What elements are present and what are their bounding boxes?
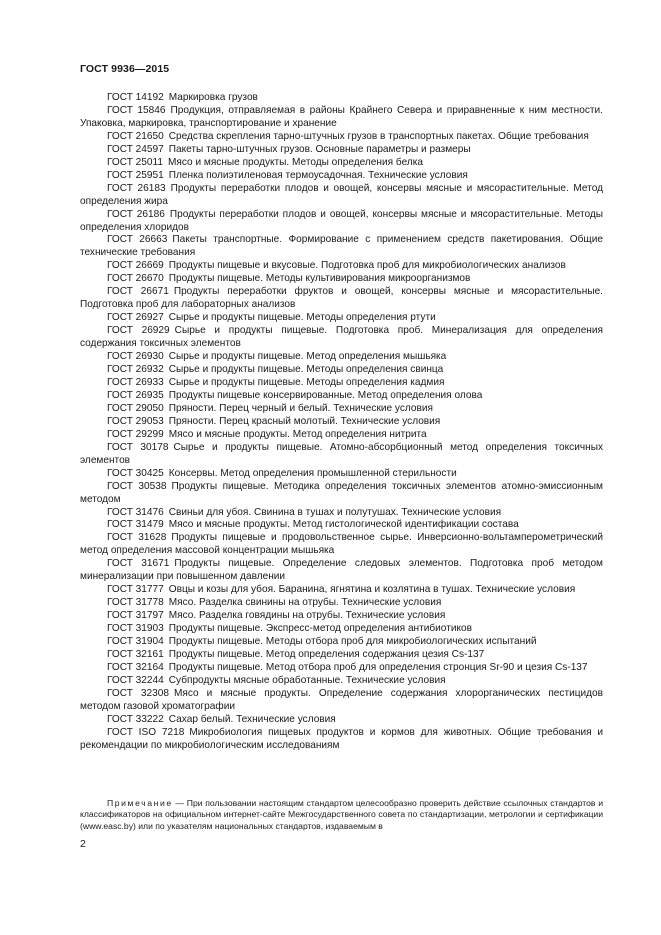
reference-code: ГОСТ 29053 (107, 415, 164, 427)
reference-entry (80, 260, 603, 273)
reference-entry (80, 442, 603, 468)
reference-entry (80, 688, 603, 714)
reference-title: Пряности. Перец черный и белый. Технические условия (168, 402, 434, 414)
reference-title: Мясо. Разделка говядины на отрубы. Технические условия (168, 610, 446, 622)
reference-entry (80, 429, 603, 442)
reference-title: Сырье и продукты пищевые. Методы определения кадмия (168, 376, 445, 388)
reference-entry (80, 675, 603, 688)
reference-code: ГОСТ 26929 (107, 325, 170, 337)
reference-entry (80, 416, 603, 429)
reference-title: Продукты пищевые консервированные. Метод определения олова (168, 389, 483, 401)
reference-entry (80, 312, 603, 325)
reference-entry (80, 351, 603, 364)
reference-code: ГОСТ 25011 (107, 156, 163, 168)
reference-title: Овцы и козы для убоя. Баранина, ягнятина и козлятина в тушах. Технические условия (168, 584, 576, 596)
reference-entry (80, 273, 603, 286)
reference-code: ГОСТ 32244 (107, 674, 164, 686)
reference-code: ГОСТ 30538 (107, 480, 167, 492)
reference-code: ГОСТ ISO 7218 (107, 726, 185, 738)
reference-entry (80, 403, 603, 416)
reference-title: Продукты переработки плодов и овощей, консервы мясные и мясорастительные. Методы определения хлоридов (80, 208, 604, 233)
reference-entry (80, 481, 603, 507)
reference-code: ГОСТ 26935 (107, 389, 164, 401)
reference-title: Пакеты транспортные. Формирование с применением средств пакетирования. Общие технические требования (80, 234, 603, 259)
reference-code: ГОСТ 29050 (107, 402, 164, 414)
reference-title: Маркировка грузов (168, 92, 258, 103)
reference-title: Сырье и продукты пищевые. Методы определения свинца (168, 364, 444, 376)
reference-entry (80, 144, 603, 157)
reference-entry (80, 286, 603, 312)
reference-entry (80, 92, 603, 105)
reference-title: Продукты пищевые. Методы отбора проб для микробиологических испытаний (168, 636, 537, 648)
reference-title: Сырье и продукты пищевые. Подготовка проб. Минерализация для определения содержания токсичных элементов (80, 325, 603, 350)
page-header-title: ГОСТ 9936—2015 (80, 63, 170, 75)
reference-entry (80, 105, 603, 131)
reference-title: Мясо и мясные продукты. Метод определения нитрита (168, 428, 427, 440)
reference-code: ГОСТ 25951 (107, 169, 164, 181)
reference-entry (80, 597, 603, 610)
reference-code: ГОСТ 21650 (107, 130, 164, 142)
reference-title: Мясо и мясные продукты. Методы определения белка (168, 156, 423, 168)
reference-code: ГОСТ 31777 (107, 584, 164, 596)
reference-entry (80, 623, 603, 636)
reference-title: Сырье и продукты пищевые. Методы определения ртути (168, 312, 436, 324)
reference-entry (80, 714, 603, 727)
reference-code: ГОСТ 26930 (107, 351, 164, 363)
reference-title: Микробиология пищевых продуктов и кормов для животных. Общие требования и рекомендации по микробиологическим исследованиям (80, 726, 604, 751)
reference-entry (80, 610, 603, 623)
reference-code: ГОСТ 26186 (107, 208, 165, 220)
reference-code: ГОСТ 31778 (107, 597, 164, 609)
note-label: Примечание (107, 798, 173, 808)
normative-references-list (80, 92, 603, 753)
reference-code: ГОСТ 32161 (107, 648, 164, 660)
reference-title: Продукция, отправляемая в районы Крайнего Севера и приравненные к ним местности. Упаковка, маркировка, транспортирование и хранение (80, 104, 603, 129)
reference-code: ГОСТ 26932 (107, 364, 164, 376)
reference-title: Продукты пищевые. Метод отбора проб для определения стронция Sr-90 и цезия Cs-137 (168, 661, 588, 673)
reference-title: Продукты пищевые и вкусовые. Подготовка проб для микробиологических анализов (168, 260, 566, 272)
reference-title: Средства скрепления тарно-штучных грузов в транспортных пакетах. Общие требования (168, 130, 589, 142)
reference-code: ГОСТ 33222 (107, 713, 164, 725)
reference-entry (80, 183, 603, 209)
reference-code: ГОСТ 30178 (107, 441, 169, 453)
reference-entry (80, 325, 603, 351)
reference-entry (80, 377, 603, 390)
reference-code: ГОСТ 29299 (107, 428, 164, 440)
reference-title: Пленка полиэтиленовая термоусадочная. Технические условия (168, 169, 468, 181)
reference-entry (80, 131, 603, 144)
reference-entry (80, 364, 603, 377)
reference-entry (80, 662, 603, 675)
reference-entry (80, 649, 603, 662)
reference-title: Продукты пищевые. Методика определения токсичных элементов атомно-эмиссионным методом (80, 480, 603, 505)
reference-code: ГОСТ 31479 (107, 519, 164, 531)
reference-entry (80, 157, 603, 170)
reference-code: ГОСТ 31904 (107, 636, 164, 648)
reference-code: ГОСТ 26927 (107, 312, 164, 324)
reference-entry (80, 727, 603, 753)
reference-title: Сахар белый. Технические условия (168, 713, 336, 725)
reference-code: ГОСТ 26669 (107, 260, 164, 272)
reference-entry (80, 532, 603, 558)
reference-title: Продукты переработки плодов и овощей, консервы мясные и мясорастительные. Метод определения жира (80, 182, 603, 207)
reference-entry (80, 170, 603, 183)
reference-title: Мясо и мясные продукты. Метод гистологической идентификации состава (168, 519, 519, 531)
reference-code: ГОСТ 26671 (107, 286, 169, 298)
reference-entry (80, 584, 603, 597)
reference-code: ГОСТ 31671 (107, 558, 170, 570)
page-number: 2 (80, 838, 86, 850)
reference-entry (80, 519, 603, 532)
reference-code: ГОСТ 31797 (107, 610, 164, 622)
reference-title: Продукты пищевые и продовольственное сырье. Инверсионно-вольтамперометрический метод определения массовой концентрации мышьяка (80, 532, 603, 557)
reference-title: Мясо. Разделка свинины на отрубы. Технические условия (168, 597, 442, 609)
reference-title: Сырье и продукты пищевые. Атомно-абсорбционный метод определения токсичных элементов (80, 441, 603, 466)
reference-title: Субпродукты мясные обработанные. Технические условия (168, 674, 446, 686)
note-paragraph (80, 798, 603, 832)
reference-entry (80, 507, 603, 520)
reference-code: ГОСТ 24597 (107, 143, 164, 155)
reference-entry (80, 636, 603, 649)
reference-code: ГОСТ 26663 (107, 234, 168, 246)
reference-title: Мясо и мясные продукты. Определение содержания хлорорганических пестицидов методом газовой хроматографии (80, 687, 603, 712)
reference-code: ГОСТ 31476 (107, 506, 164, 518)
note-text: — При пользовании настоящим стандартом целесообразно проверить действие ссылочных стандартов и классификаторов на официальном интернет-сайте Межгосударственного совета по стандартизации, метрологии и сертификации (www.easc.by) или по указателям национальных стандартов, издаваемым в (80, 798, 603, 831)
reference-entry (80, 558, 603, 584)
reference-title: Продукты пищевые. Определение следовых элементов. Подготовка проб методом минерализации при повышенном давлении (80, 558, 603, 583)
reference-code: ГОСТ 14192 (107, 92, 164, 103)
reference-code: ГОСТ 32164 (107, 661, 164, 673)
reference-code: ГОСТ 26183 (107, 182, 166, 194)
reference-code: ГОСТ 31628 (107, 532, 167, 544)
reference-code: ГОСТ 32308 (107, 687, 169, 699)
reference-code: ГОСТ 15846 (107, 104, 166, 116)
reference-entry (80, 390, 603, 403)
reference-title: Продукты пищевые. Экспресс-метод определения антибиотиков (168, 623, 472, 635)
reference-title: Сырье и продукты пищевые. Метод определения мышьяка (168, 351, 447, 363)
reference-entry (80, 234, 603, 260)
reference-title: Продукты пищевые. Методы культивирования микроорганизмов (168, 273, 471, 285)
reference-title: Пакеты тарно-штучных грузов. Основные параметры и размеры (168, 143, 471, 155)
reference-title: Консервы. Метод определения промышленной стерильности (168, 467, 457, 479)
reference-code: ГОСТ 26670 (107, 273, 164, 285)
reference-code: ГОСТ 30425 (107, 467, 164, 479)
reference-code: ГОСТ 26933 (107, 376, 164, 388)
reference-code: ГОСТ 31903 (107, 623, 164, 635)
reference-title: Свиньи для убоя. Свинина в тушах и полутушах. Технические условия (168, 506, 502, 518)
reference-entry (80, 209, 603, 235)
reference-title: Продукты переработки фруктов и овощей, консервы мясные и мясорастительные. Подготовка проб для лабораторных анализов (80, 286, 603, 311)
reference-title: Продукты пищевые. Метод определения содержания цезия Cs-137 (168, 648, 485, 660)
reference-title: Пряности. Перец красный молотый. Технические условия (168, 415, 441, 427)
reference-entry (80, 468, 603, 481)
